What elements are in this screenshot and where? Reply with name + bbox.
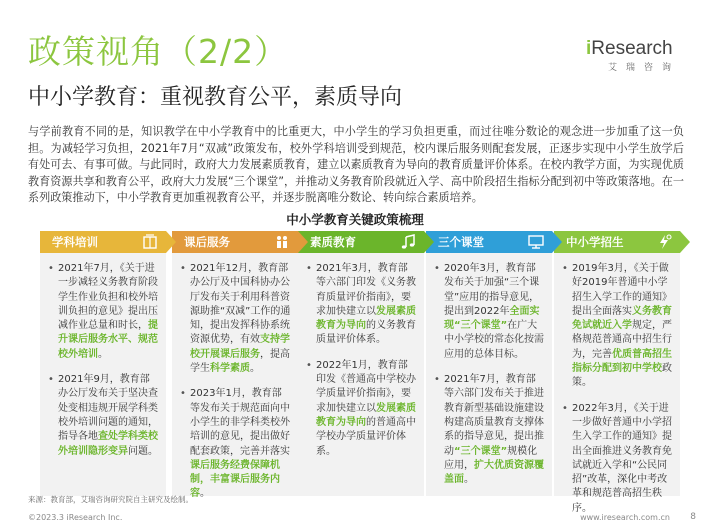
item-text: 2021年9月，教育部办公厅发布关于坚决查处变相违规开展学科类校外培训问题的通知，指导各地 <box>58 374 158 443</box>
column-header <box>298 231 424 253</box>
music-icon <box>400 234 416 250</box>
logo-cn: 艾瑞咨询 <box>608 63 681 73</box>
iresearch-logo <box>586 38 688 73</box>
highlight-text: 课后服务经费保障机制，丰富课后服务内容 <box>190 459 280 500</box>
highlight-text: 全面实现“三个课堂” <box>444 305 540 332</box>
column-items <box>426 253 552 487</box>
page-title: 政策视角（2/2） <box>28 32 289 71</box>
column-header <box>554 231 680 253</box>
highlight-text: 发展素质教育为导向 <box>316 305 416 332</box>
highlight-text: 发展素质教育为导向 <box>316 402 416 428</box>
highlight-text: 查处学科类校外培训隐形变异 <box>58 431 158 457</box>
monitor-icon <box>528 234 544 250</box>
people-icon <box>274 234 290 250</box>
item-text: 2021年12月，教育部办公厅及中国科协办公厅发布关于利用科普资源助推“双减”工作的通知，提出发挥科协系统资源优势，有效 <box>190 263 291 346</box>
item-text: 2021年7月，教育部等六部门发布关于推进教育新型基础设施建设构建高质量教育支撑体系的指导意见，提出推动 <box>444 374 544 457</box>
logo-i: i <box>586 38 592 59</box>
policy-item <box>306 359 417 459</box>
policy-column <box>40 231 166 496</box>
source-note: 来源：教育部，艾瑞咨询研究院自主研究及绘制。 <box>28 495 193 504</box>
item-text: 2022年1月，教育部印发《普通高中学校办学质量评价指南》，要求加快建立以 <box>316 359 416 414</box>
highlight-text: “三个课堂” <box>454 445 508 457</box>
footer-url: www.iresearch.com.cn <box>580 513 670 522</box>
item-text: 2023年1月，教育部等发布关于规范面向中小学生的非学科类校外培训的意见，提出做好配套政策，完善并落实 <box>190 388 290 457</box>
footer-copyright: ©2023.3 iResearch Inc. <box>28 513 123 522</box>
policy-item <box>48 373 159 459</box>
item-text: 在广大中小学校的常态化按需应用的总体目标。 <box>444 320 544 360</box>
item-text: 的义务教育质量评价体系。 <box>316 320 416 346</box>
highlight-text: 优质普高招生指标分配到初中学校 <box>572 348 672 375</box>
item-text: 政策。 <box>572 363 672 389</box>
item-text: ，提高学生 <box>190 348 290 375</box>
policy-item <box>48 262 159 362</box>
column-items <box>554 253 680 516</box>
highlight-text: 支持学校开展课后服务 <box>190 334 290 360</box>
column-title: 学科培训 <box>52 235 98 249</box>
policy-item <box>180 387 291 501</box>
policy-item <box>562 262 673 391</box>
column-title: 中小学招生 <box>566 235 624 249</box>
page-number: 8 <box>690 512 696 522</box>
column-title: 三个课堂 <box>438 235 484 249</box>
policy-item <box>434 373 545 487</box>
item-text: 。 <box>98 348 108 360</box>
highlight-text: 义务教育免试就近入学 <box>572 305 672 332</box>
column-title: 素质教育 <box>310 235 356 249</box>
column-items <box>298 253 424 459</box>
column-header-arrow <box>424 231 434 253</box>
column-header-arrow <box>680 231 690 253</box>
column-header-arrow <box>298 231 308 253</box>
column-title: 课后服务 <box>184 235 230 249</box>
column-header-arrow <box>166 231 176 253</box>
highlight-text: 扩大优质资源覆盖面 <box>444 459 544 486</box>
column-items <box>40 253 166 459</box>
policy-column <box>298 231 424 496</box>
policy-item <box>434 262 545 362</box>
item-text: 2022年3月，《关于进一步做好普通中小学招生入学工作的通知》提出全面推进义务教育免试就近入学和“公民同招”改革，深化中考改革和规范普高招生秩序。 <box>572 402 672 514</box>
item-text: 规模化应用， <box>444 445 538 471</box>
item-text: 。 <box>200 488 210 500</box>
item-text: 。 <box>464 474 474 486</box>
page-subtitle: 中小学教育：重视教育公平，素质导向 <box>28 85 403 110</box>
highlight-text: 提升课后服务水平、规范校外培训 <box>58 320 158 360</box>
item-text: 问题。 <box>128 445 158 457</box>
item-text: 2019年3月，《关于做好2019年普通中小学招生入学工作的通知》提出全面落实 <box>572 263 672 317</box>
highlight-text: 科学素质 <box>210 363 250 375</box>
intro-paragraph: 与学前教育不同的是，知识教学在中小学教育中的比重更大，中小学生的学习负担更重，而过往唯分数论的观念进一步加重了这一负担。为减轻学习负担，2021年7月“双减”政策发布，校外学科培训受到规范，校内课后服务则配套发展，正逐步实现中小学生放学后有处可去、有事可做。与此同时，政府大力发展素质教育，建立以素质教育为导向的教育质量评价体系。在校内教学方面，为实现优质教育资源共享和教育公平，政府大力发展“三个课堂”，并推动义务教育阶段就近入学、高中阶段招生指标分配到初中等政策落地。在一系列政策推动下，中小学教育更加重视教育公平，并逐步脱离唯分数论、转向综合素质培养。 <box>28 125 684 205</box>
policy-item <box>180 262 291 376</box>
policy-item <box>562 402 673 516</box>
item-text: 2020年3月，教育部发布关于加强“三个课堂”应用的指导意见，提出到2022年 <box>444 263 540 317</box>
item-text: 。 <box>250 363 260 375</box>
policy-column <box>554 231 680 514</box>
column-header <box>426 231 552 253</box>
column-header <box>172 231 298 253</box>
column-header <box>40 231 166 253</box>
item-text: 2021年7月，《关于进一步减轻义务教育阶段学生作业负担和校外培训负担的意见》提出压减作业总量和时长， <box>58 263 158 332</box>
item-text: 的普通高中学校办学质量评价体系。 <box>316 416 416 457</box>
policy-column <box>172 231 298 500</box>
column-header-arrow <box>552 231 562 253</box>
item-text: 规定，严格规范普通高中招生行为，完善 <box>572 320 672 360</box>
column-items <box>172 253 298 502</box>
lightning-gear-icon <box>656 234 672 250</box>
book-icon <box>142 234 158 250</box>
policy-column <box>426 231 552 496</box>
logo-word: Research <box>591 38 673 59</box>
policy-item <box>306 262 417 348</box>
item-text: 2021年3月，教育部等六部门印发《义务教育质量评价指南》，要求加快建立以 <box>316 263 416 317</box>
section-heading: 中小学教育关键政策梳理 <box>286 212 424 227</box>
